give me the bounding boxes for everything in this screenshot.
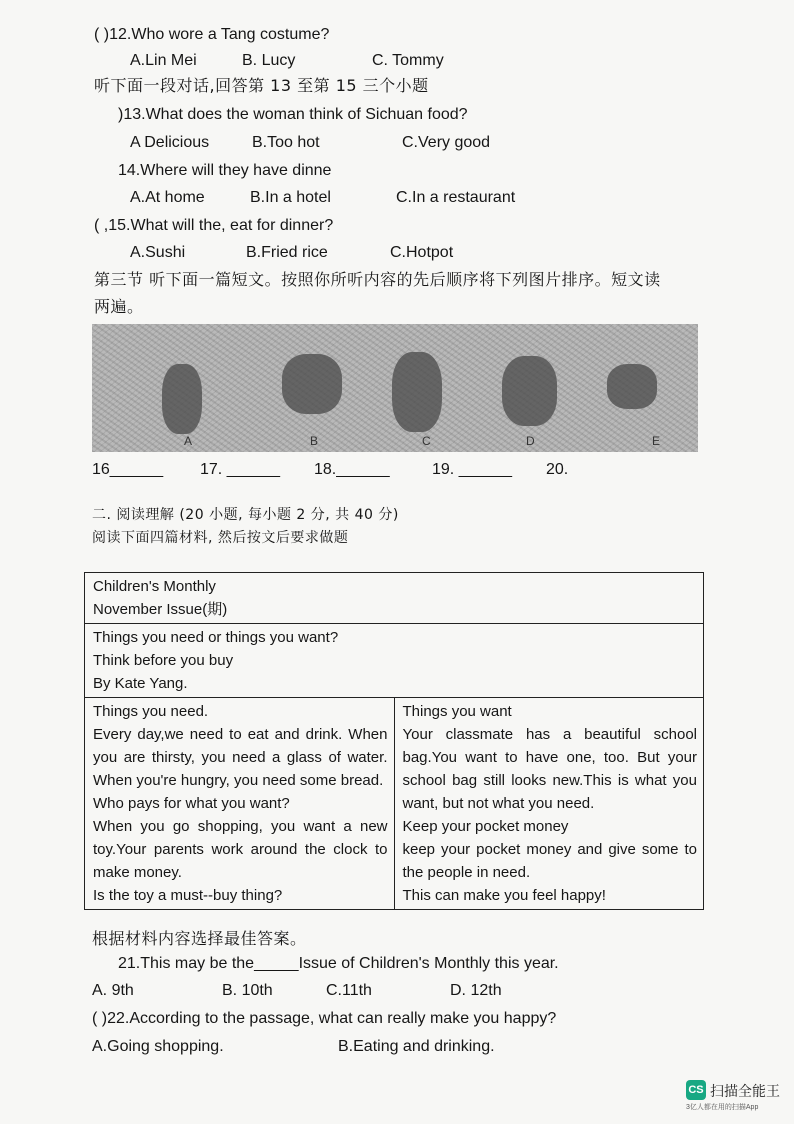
picture-label-a: A bbox=[184, 434, 193, 448]
blank-18[interactable]: 18.______ bbox=[314, 461, 390, 478]
column-things-you-need bbox=[85, 698, 395, 910]
q14-option-c: C.In a restaurant bbox=[396, 189, 516, 206]
question-15-stem: ( ,15.What will the, eat for dinner? bbox=[94, 217, 334, 234]
reading-section-instruction: 阅读下面四篇材料, 然后按文后要求做题 bbox=[92, 530, 349, 546]
camscanner-watermark bbox=[686, 1078, 786, 1114]
article-subtitle: Think before you buy bbox=[93, 652, 234, 669]
question-14-stem: 14.Where will they have dinne bbox=[118, 162, 332, 179]
picture-b-figure bbox=[282, 354, 342, 414]
q13-option-a: A Delicious bbox=[130, 134, 210, 151]
picture-label-d: D bbox=[526, 434, 535, 448]
feel-happy-line: This can make you feel happy! bbox=[402, 887, 606, 904]
q12-option-a: A.Lin Mei bbox=[130, 52, 197, 69]
question-12-stem: ( )12.Who wore a Tang costume? bbox=[94, 26, 330, 43]
q13-option-c: C.Very good bbox=[402, 134, 491, 151]
q21-option-c: C.11th bbox=[326, 982, 372, 999]
magazine-table bbox=[84, 572, 704, 910]
q21-option-d: D. 12th bbox=[450, 982, 502, 999]
q15-option-a: A.Sushi bbox=[130, 244, 186, 261]
picture-a-figure bbox=[162, 364, 202, 434]
blank-19[interactable]: 19. ______ bbox=[432, 461, 513, 478]
picture-label-e: E bbox=[652, 434, 661, 448]
want-paragraph: Your classmate has a beautiful school bag.You want to have one, too. But your school bag still looks new.This is what you want, but not what you need. bbox=[402, 726, 697, 812]
question-13-stem: )13.What does the woman think of Sichuan food? bbox=[118, 106, 468, 123]
article-heading bbox=[85, 624, 704, 698]
q21-option-a: A. 9th bbox=[92, 982, 134, 999]
must-buy-question: Is the toy a must--buy thing? bbox=[93, 887, 283, 904]
picture-label-b: B bbox=[310, 434, 319, 448]
picture-label-c: C bbox=[422, 434, 431, 448]
camscanner-name: 扫描全能王 bbox=[710, 1083, 780, 1099]
blank-20[interactable]: 20. bbox=[546, 461, 569, 478]
q22-option-a: A.Going shopping. bbox=[92, 1038, 224, 1055]
pocket-money-heading: Keep your pocket money bbox=[402, 818, 569, 835]
question-21-stem: 21.This may be the_____Issue of Children's Monthly this year. bbox=[118, 955, 559, 972]
who-pays-heading: Who pays for what you want? bbox=[93, 795, 290, 812]
picture-d-figure bbox=[502, 356, 557, 426]
dialogue-instruction: 听下面一段对话,回答第 13 至第 15 三个小题 bbox=[94, 76, 429, 95]
q15-option-c: C.Hotpot bbox=[390, 244, 454, 261]
magazine-name: Children's Monthly bbox=[93, 578, 216, 595]
article-author: By Kate Yang. bbox=[93, 675, 188, 692]
q12-option-b: B. Lucy bbox=[242, 52, 296, 69]
listening-pictures bbox=[92, 324, 698, 452]
q14-option-a: A.At home bbox=[130, 189, 205, 206]
q12-option-c: C. Tommy bbox=[372, 52, 444, 69]
magazine-header bbox=[85, 573, 704, 624]
camscanner-tagline: 3亿人都在用的扫描App bbox=[686, 1104, 759, 1111]
choose-instruction: 根据材料内容选择最佳答案。 bbox=[92, 929, 307, 948]
q15-option-b: B.Fried rice bbox=[246, 244, 328, 261]
reading-section-title: 二. 阅读理解 (20 小题, 每小题 2 分, 共 40 分) bbox=[92, 507, 399, 523]
blank-17[interactable]: 17. ______ bbox=[200, 461, 281, 478]
blank-16[interactable]: 16______ bbox=[92, 461, 164, 478]
need-paragraph: Every day,we need to eat and drink. When you are thirsty, you need a glass of water. When you're hungry, you need some bread. bbox=[93, 726, 388, 789]
who-pays-paragraph: When you go shopping, you want a new toy.Your parents work around the clock to make money. bbox=[93, 818, 388, 881]
q22-option-b: B.Eating and drinking. bbox=[338, 1038, 495, 1055]
column-things-you-want bbox=[394, 698, 704, 910]
pocket-money-paragraph: keep your pocket money and give some to the people in need. bbox=[402, 841, 697, 881]
picture-e-figure bbox=[607, 364, 657, 409]
section3-instruction-line2: 两遍。 bbox=[94, 297, 144, 316]
section3-instruction-line1: 第三节 听下面一篇短文。按照你所听内容的先后顺序将下列图片排序。短文读 bbox=[94, 270, 661, 289]
q14-option-b: B.In a hotel bbox=[250, 189, 331, 206]
q13-option-b: B.Too hot bbox=[252, 134, 320, 151]
want-heading: Things you want bbox=[402, 703, 512, 720]
magazine-issue: November Issue(期) bbox=[93, 601, 228, 618]
picture-c-figure bbox=[392, 352, 442, 432]
q21-option-b: B. 10th bbox=[222, 982, 273, 999]
need-heading: Things you need. bbox=[93, 703, 209, 720]
question-22-stem: ( )22.According to the passage, what can really make you happy? bbox=[92, 1010, 557, 1027]
article-headline: Things you need or things you want? bbox=[93, 629, 339, 646]
camscanner-logo-icon: CS bbox=[686, 1080, 706, 1100]
